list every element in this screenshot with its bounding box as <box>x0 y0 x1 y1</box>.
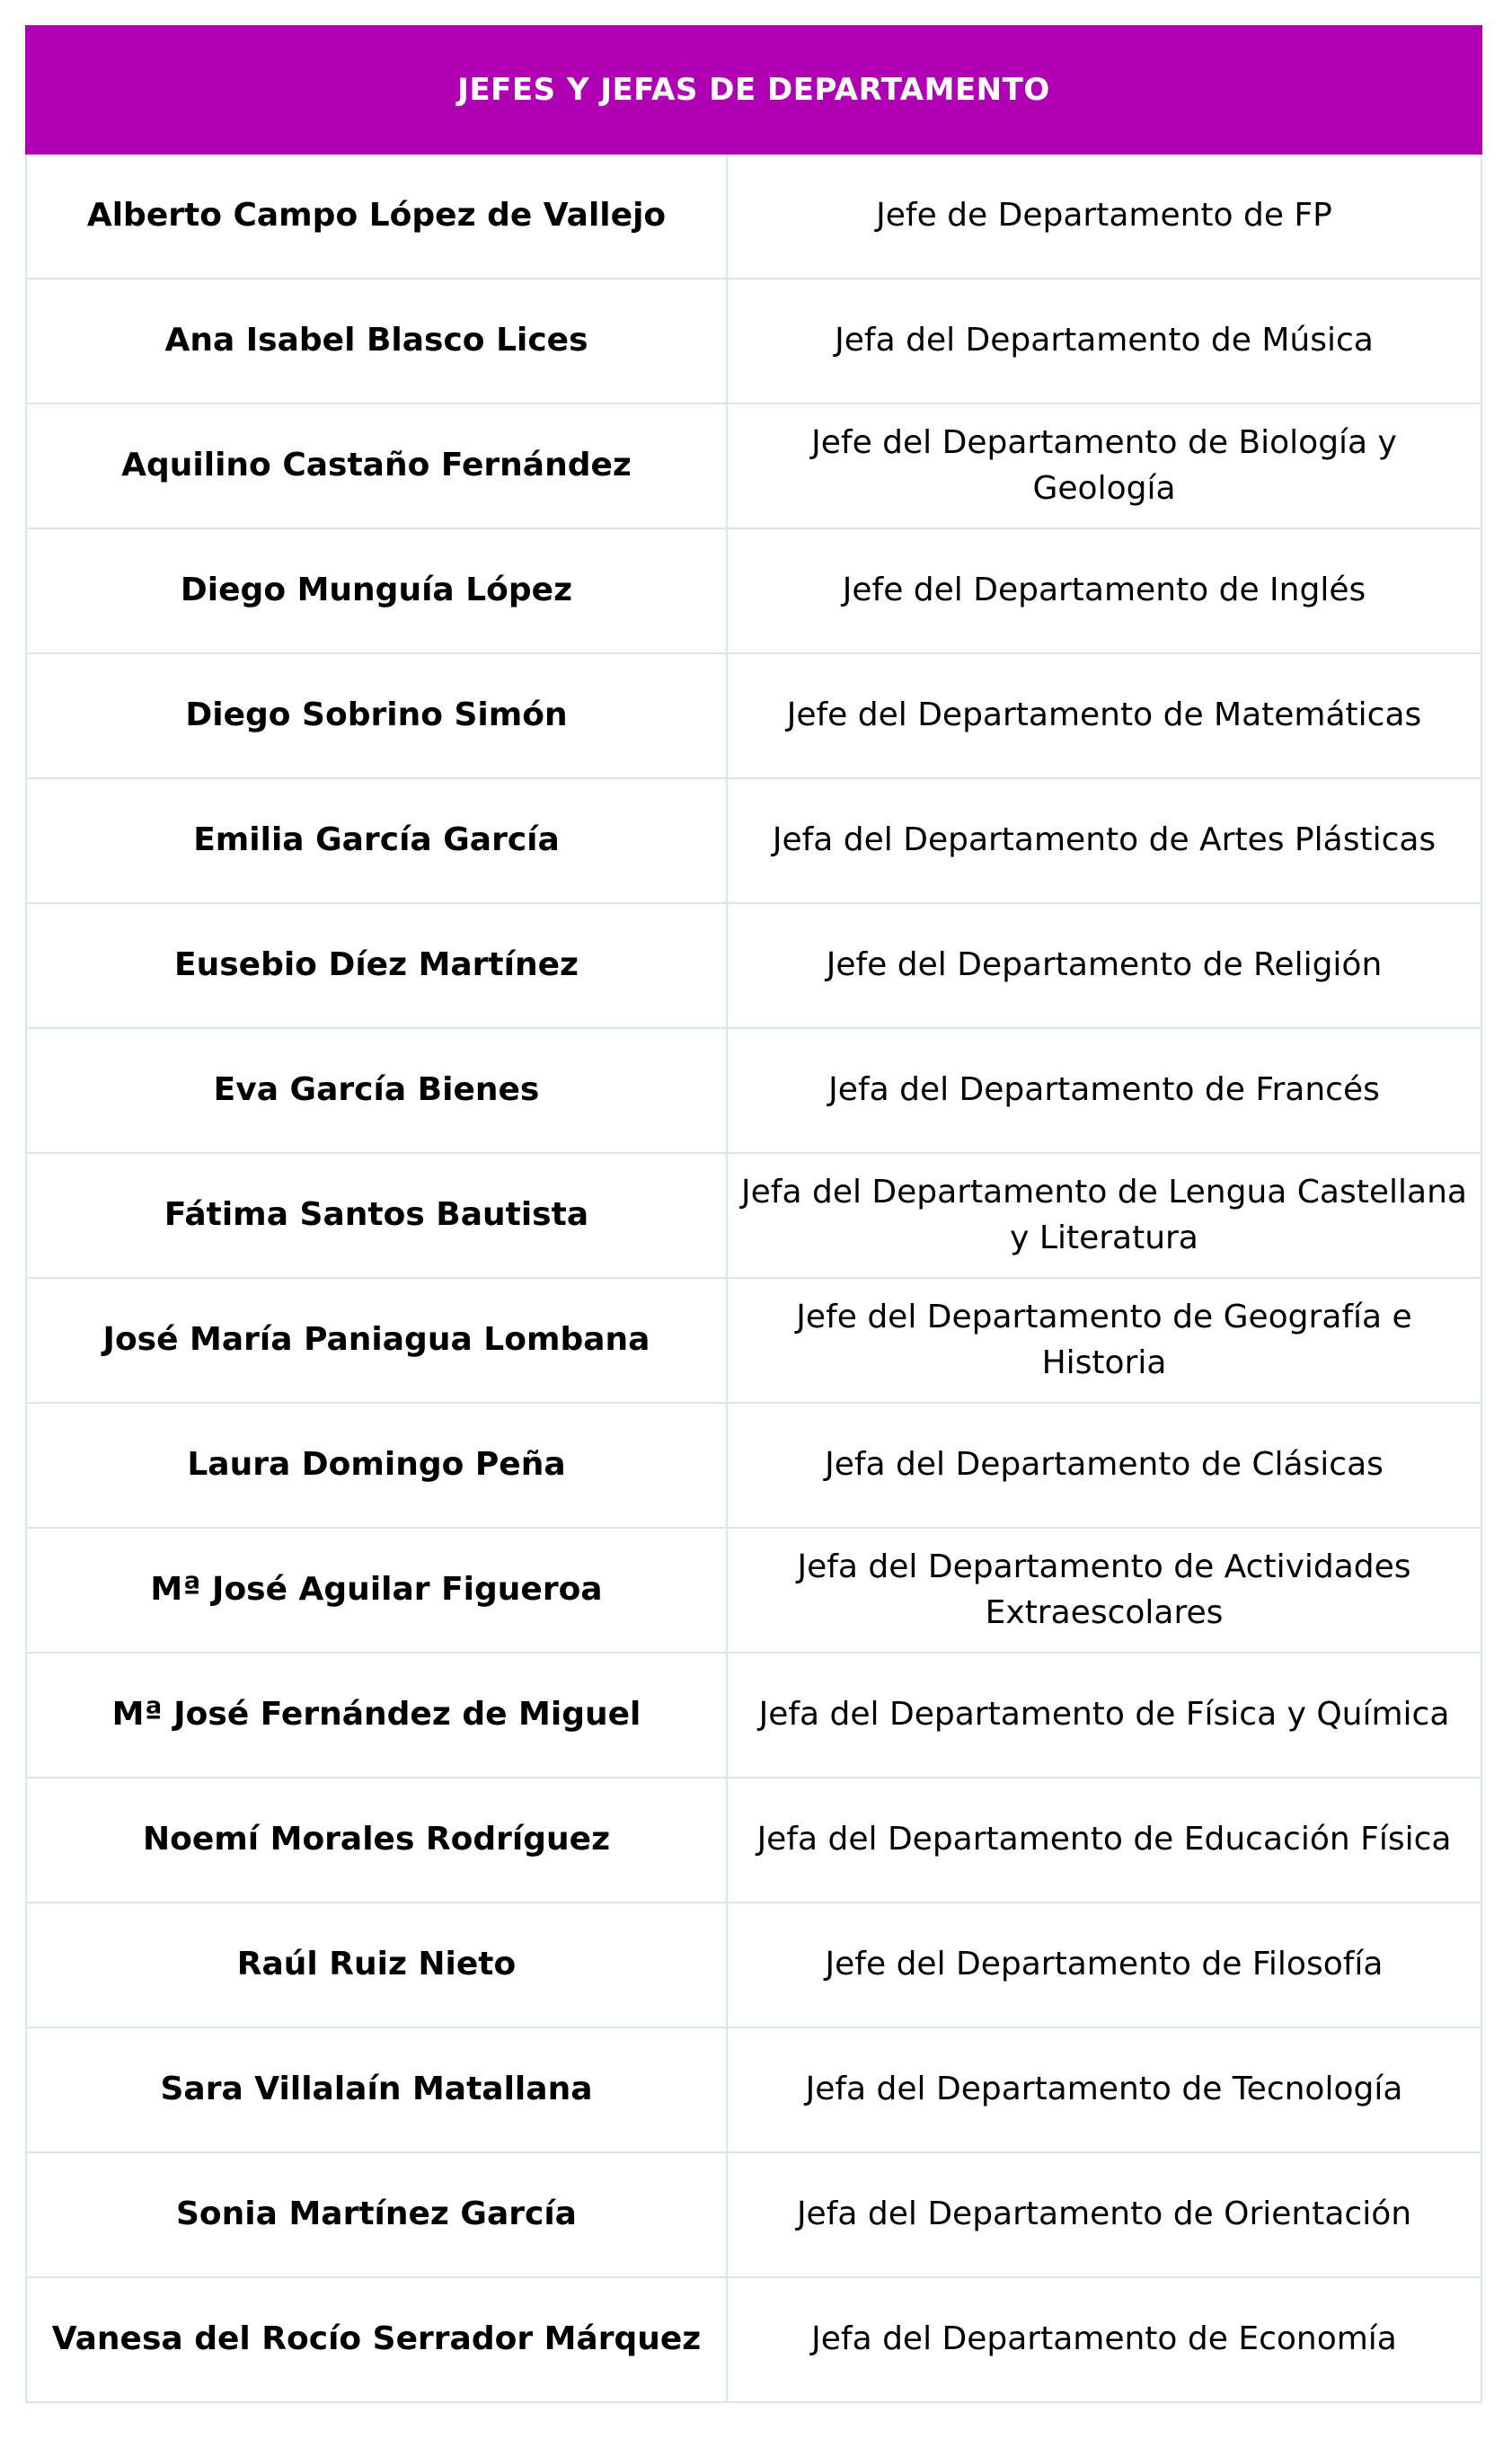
department-role: Jefa del Departamento de Economía <box>727 2277 1481 2402</box>
department-role: Jefa del Departamento de Artes Plásticas <box>727 778 1481 903</box>
table-header-row <box>26 26 1481 154</box>
table-row <box>26 1403 1481 1528</box>
table-row <box>26 279 1481 404</box>
department-role: Jefa del Departamento de Física y Química <box>727 1653 1481 1778</box>
department-role: Jefe del Departamento de Biología y Geología <box>727 404 1481 528</box>
table-header <box>26 26 1481 154</box>
person-name: Sonia Martínez García <box>26 2152 727 2277</box>
department-role: Jefe de Departamento de FP <box>727 154 1481 279</box>
table-row <box>26 1528 1481 1653</box>
department-heads-table <box>25 25 1482 2403</box>
person-name: Vanesa del Rocío Serrador Márquez <box>26 2277 727 2402</box>
table-row <box>26 1903 1481 2027</box>
table-row <box>26 2152 1481 2277</box>
person-name: Eva García Bienes <box>26 1028 727 1153</box>
table-row <box>26 778 1481 903</box>
table-row <box>26 903 1481 1028</box>
department-role: Jefa del Departamento de Tecnología <box>727 2027 1481 2152</box>
table-row <box>26 404 1481 528</box>
person-name: Alberto Campo López de Vallejo <box>26 154 727 279</box>
department-role: Jefe del Departamento de Inglés <box>727 528 1481 653</box>
table-row <box>26 1028 1481 1153</box>
department-role: Jefe del Departamento de Religión <box>727 903 1481 1028</box>
table-row <box>26 1153 1481 1278</box>
person-name: Eusebio Díez Martínez <box>26 903 727 1028</box>
person-name: Ana Isabel Blasco Lices <box>26 279 727 404</box>
table-row <box>26 1278 1481 1403</box>
department-role: Jefa del Departamento de Música <box>727 279 1481 404</box>
person-name: Noemí Morales Rodríguez <box>26 1778 727 1903</box>
department-role: Jefa del Departamento de Clásicas <box>727 1403 1481 1528</box>
department-role: Jefe del Departamento de Matemáticas <box>727 653 1481 778</box>
table-row <box>26 653 1481 778</box>
department-role: Jefa del Departamento de Actividades Extraescolares <box>727 1528 1481 1653</box>
table-row <box>26 1653 1481 1778</box>
table-row <box>26 528 1481 653</box>
table-row <box>26 2027 1481 2152</box>
table-row <box>26 2277 1481 2402</box>
person-name: Diego Munguía López <box>26 528 727 653</box>
department-role: Jefa del Departamento de Francés <box>727 1028 1481 1153</box>
table-body <box>26 154 1481 2402</box>
person-name: Raúl Ruiz Nieto <box>26 1903 727 2027</box>
department-role: Jefa del Departamento de Orientación <box>727 2152 1481 2277</box>
table-row <box>26 1778 1481 1903</box>
person-name: Diego Sobrino Simón <box>26 653 727 778</box>
person-name: Mª José Aguilar Figueroa <box>26 1528 727 1653</box>
person-name: Laura Domingo Peña <box>26 1403 727 1528</box>
table-title: JEFES Y JEFAS DE DEPARTAMENTO <box>26 26 1481 154</box>
person-name: Aquilino Castaño Fernández <box>26 404 727 528</box>
person-name: Emilia García García <box>26 778 727 903</box>
department-role: Jefe del Departamento de Geografía e Historia <box>727 1278 1481 1403</box>
department-role: Jefa del Departamento de Educación Física <box>727 1778 1481 1903</box>
person-name: Mª José Fernández de Miguel <box>26 1653 727 1778</box>
department-heads-table-wrapper <box>25 25 1481 2403</box>
department-role: Jefe del Departamento de Filosofía <box>727 1903 1481 2027</box>
department-role: Jefa del Departamento de Lengua Castellana y Literatura <box>727 1153 1481 1278</box>
person-name: José María Paniagua Lombana <box>26 1278 727 1403</box>
table-row <box>26 154 1481 279</box>
person-name: Sara Villalaín Matallana <box>26 2027 727 2152</box>
person-name: Fátima Santos Bautista <box>26 1153 727 1278</box>
